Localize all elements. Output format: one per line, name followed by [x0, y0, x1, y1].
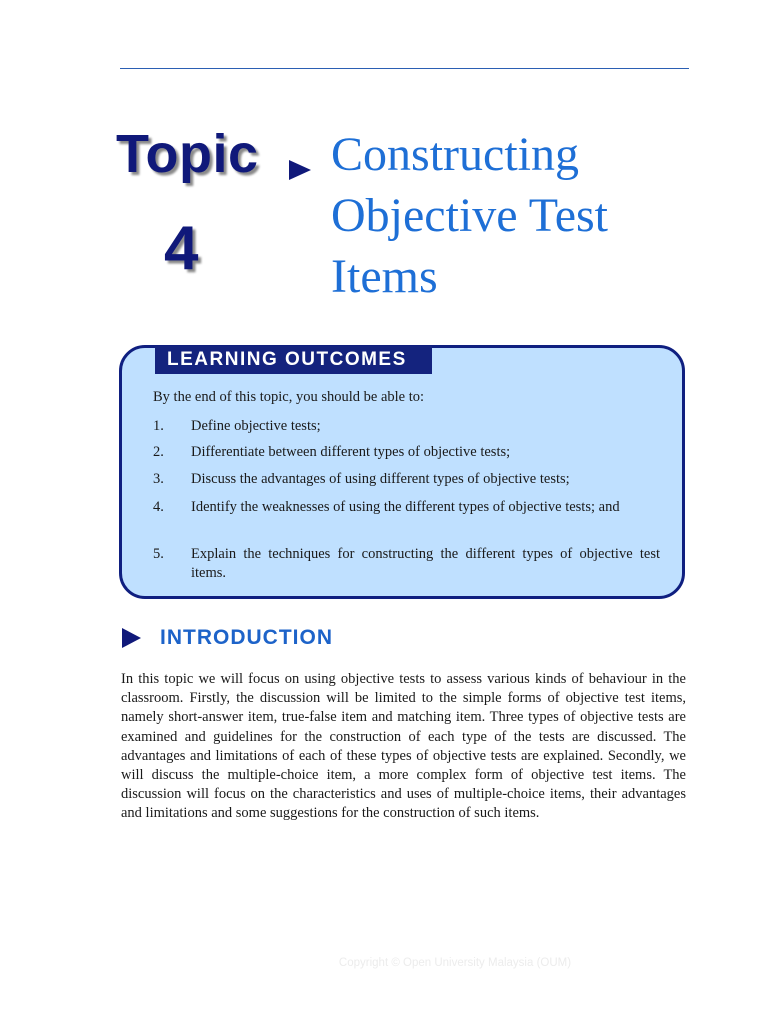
outcome-item — [153, 498, 660, 517]
topic-arrow-icon — [289, 160, 311, 180]
copyright-watermark: Copyright © Open University Malaysia (OUM) — [338, 957, 572, 969]
outcome-item — [153, 417, 660, 436]
outcome-text: Identify the weaknesses of using the different types of objective tests; and — [191, 499, 620, 515]
outcome-text: Discuss the advantages of using different types of objective tests; — [191, 471, 570, 487]
page-title: Constructing Objective Test Items — [331, 128, 609, 303]
outcome-item — [153, 443, 660, 462]
outcome-number: 3. — [153, 471, 164, 487]
outcome-item — [153, 545, 660, 583]
outcome-text: Explain the techniques for constructing the different types of objective test items. — [191, 546, 660, 581]
outcome-number: 5. — [153, 546, 164, 562]
learning-outcomes-intro: By the end of this topic, you should be able to: — [153, 389, 425, 405]
learning-outcomes-heading: LEARNING OUTCOMES — [155, 346, 432, 374]
outcome-number: 2. — [153, 444, 164, 460]
introduction-paragraph: In this topic we will focus on using objective tests to assess various kinds of behaviour in the classroom. Firstly, the discussion will be limited to the simple forms of objective test items, namely short-answer item, true-false item and matching item. Three types of objective tests are examined and guidelines for the construction of each type of the tests are discussed. The advantages and limitations of each of these types of objective tests are explained. Secondly, we will discuss the multiple-choice item, a more complex form of objective test items. The discussion will focus on the characteristics and uses of multiple-choice items, their advantages and limitations and some suggestions for the construction of such items. — [121, 671, 686, 822]
outcome-number: 1. — [153, 418, 164, 434]
outcome-number: 4. — [153, 499, 164, 515]
introduction-arrow-icon — [122, 628, 141, 648]
header-rule — [120, 68, 689, 69]
outcome-text: Define objective tests; — [191, 418, 321, 434]
outcome-text: Differentiate between different types of objective tests; — [191, 444, 511, 460]
topic-label: Topic — [116, 124, 259, 184]
topic-number: 4 — [164, 214, 199, 283]
outcome-item — [153, 470, 660, 489]
introduction-heading: INTRODUCTION — [160, 626, 333, 649]
